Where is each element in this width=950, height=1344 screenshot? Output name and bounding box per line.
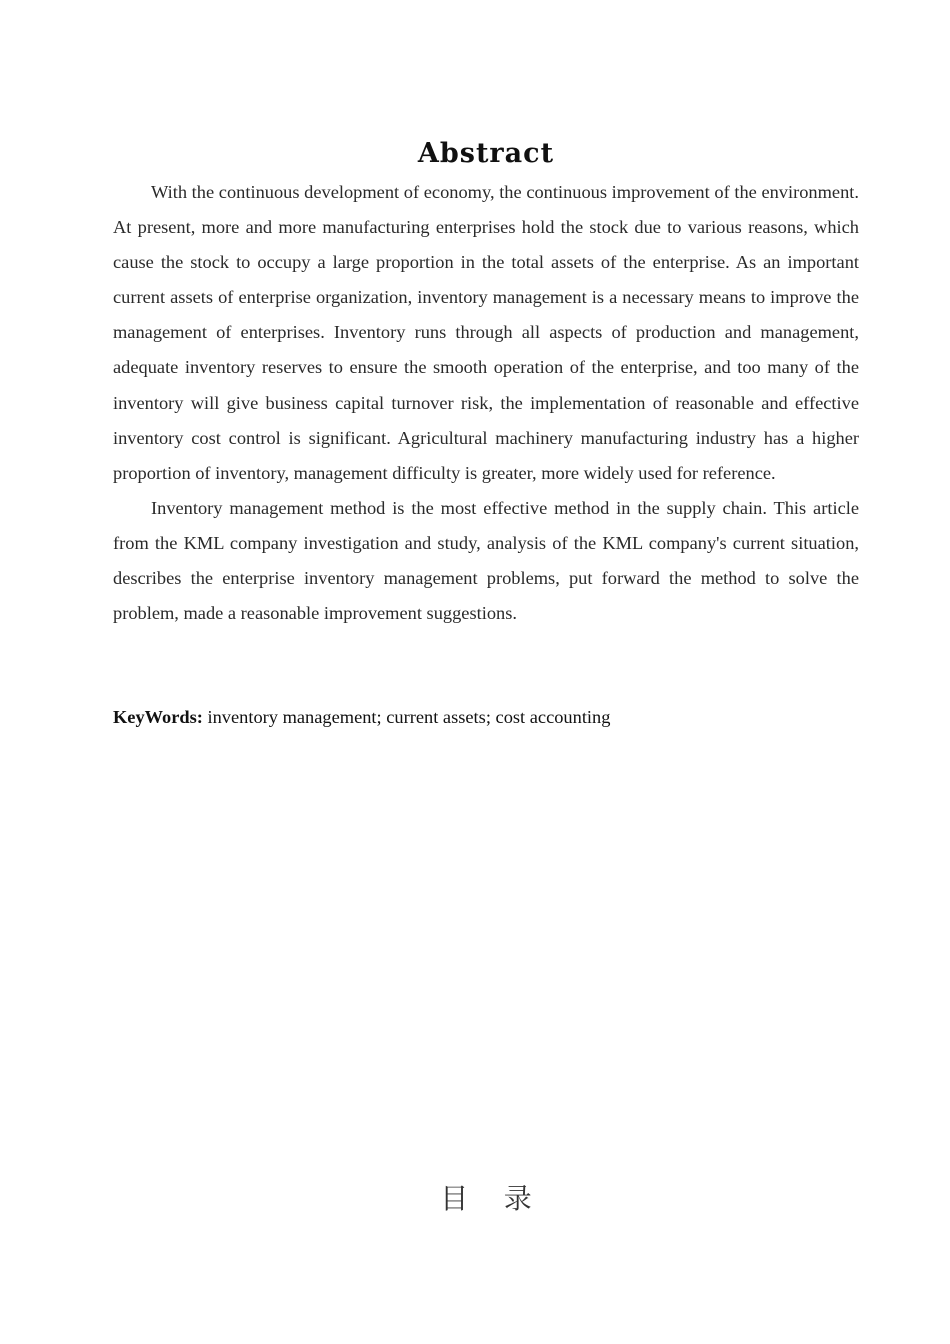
toc-heading: 目 录 bbox=[440, 1182, 532, 1215]
abstract-paragraph-1: With the continuous development of economy, the continuous improvement of the environment. At present, more and more manufacturing enterprises hold the stock due to various reasons, which cause the stock to occupy a large proportion in the total assets of the enterprise. As an important current assets of enterprise organization, inventory management is a necessary means to improve the management of enterprises. Inventory runs through all aspects of production and management, adequate inventory reserves to ensure the smooth operation of the enterprise, and too many of the inventory will give business capital turnover risk, the implementation of reasonable and effective inventory cost control is significant. Agricultural machinery manufacturing industry has a higher proportion of inventory, management difficulty is greater, more widely used for reference. bbox=[113, 182, 859, 483]
abstract-title: Abstract bbox=[417, 138, 555, 169]
abstract-paragraph-2: Inventory management method is the most effective method in the supply chain. This article from the KML company investigation and study, analysis of the KML company's current situation, describes the enterprise inventory management problems, put forward the method to solve the problem, made a reasonable improvement suggestions. bbox=[113, 497, 859, 624]
keywords-line bbox=[113, 700, 859, 735]
abstract-body bbox=[113, 175, 859, 631]
keywords-label: KeyWords: bbox=[113, 707, 203, 727]
keywords-value: inventory management; current assets; cost accounting bbox=[202, 707, 611, 727]
